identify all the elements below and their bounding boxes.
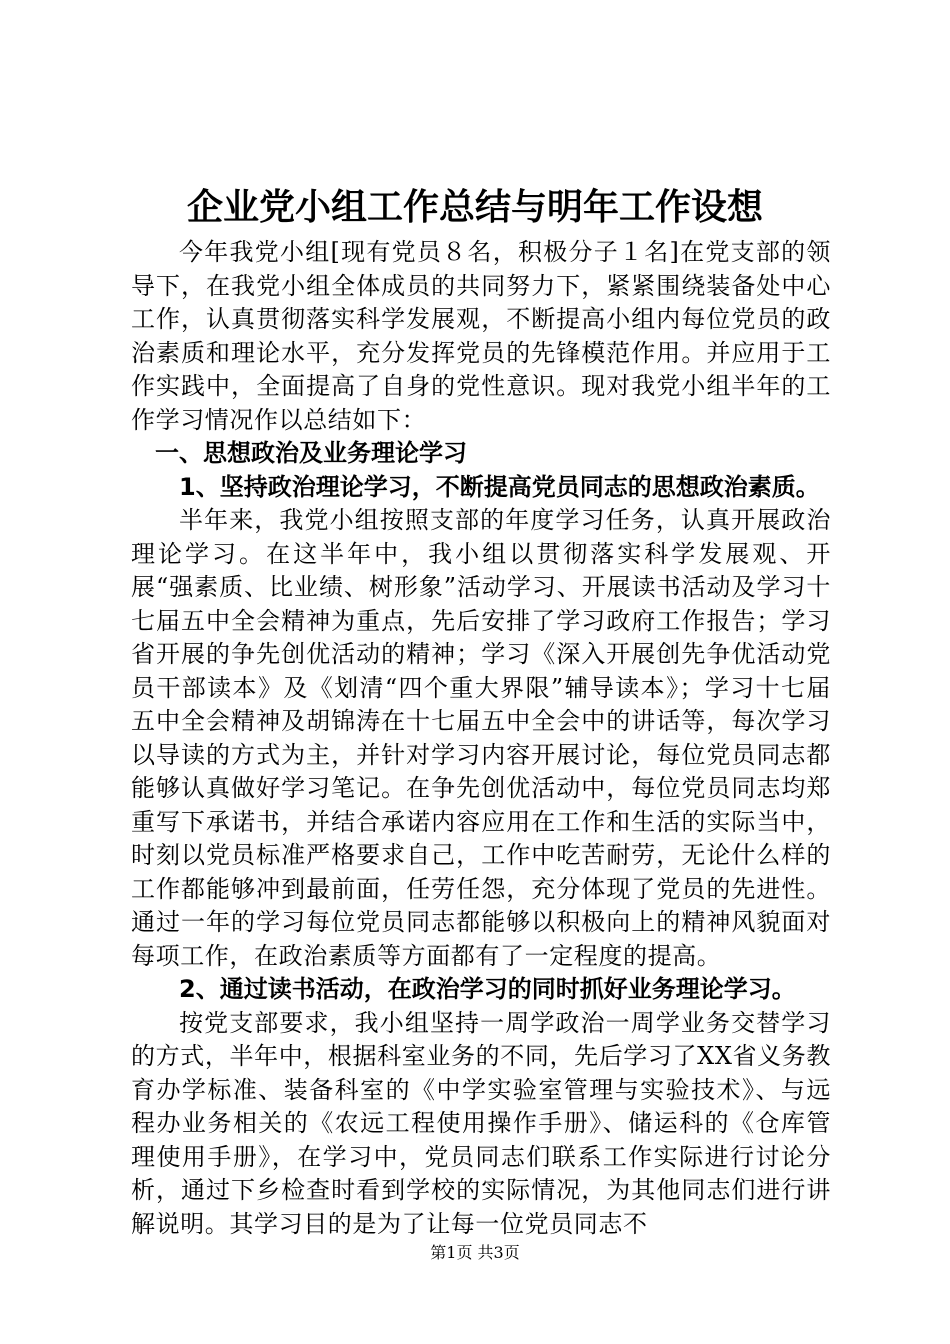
body-paragraph: 半年来，我党小组按照支部的年度学习任务，认真开展政治理论学习。在这半年中，我小组以贯彻落实科学发展观、开展“强素质、比业绩、树形象”活动学习、开展读书活动及学习十七届五中全会精神为重点，先后安排了学习政府工作报告；学习省开展的争先创优活动的精神；学习《深入开展创先争优活动党员干部读本》及《划清“四个重大界限”辅导读本》；学习十七届五中全会精神及胡锦涛在十七届五中全会中的讲话等，每次学习以导读的方式为主，并针对学习内容开展讨论，每位党员同志都能够认真做好学习笔记。在争先创优活动中，每位党员同志均郑重写下承诺书，并结合承诺内容应用在工作和生活的实际当中，时刻以党员标准严格要求自己，工作中吃苦耐劳，无论什么样的工作都能够冲到最前面，任劳任怨，充分体现了党员的先进性。通过一年的学习每位党员同志都能够以积极向上的精神风貌面对每项工作，在政治素质等方面都有了一定程度的提高。 [131,506,831,970]
intro-paragraph: 今年我党小组[现有党员８名，积极分子１名]在党支部的领导下，在我党小组全体成员的共同努力下，紧紧围绕装备处中心工作，认真贯彻落实科学发展观，不断提高小组内每位党员的政治素质和理论水平，充分发挥党员的先锋模范作用。并应用于工作实践中，全面提高了自身的党性意识。现对我党小组半年的工作学习情况作以总结如下： [131,238,831,434]
subsection-heading: 1、坚持政治理论学习，不断提高党员同志的思想政治素质。 [179,472,820,501]
page-footer: 第1页 共3页 [430,1243,520,1262]
section-heading: 一、思想政治及业务理论学习 [155,439,467,467]
subsection-heading: 2、通过读书活动，在政治学习的同时抓好业务理论学习。 [179,975,796,1003]
document-body [131,236,831,1241]
document-title: 企业党小组工作总结与明年工作设想 [186,186,763,228]
body-paragraph: 按党支部要求，我小组坚持一周学政治一周学业务交替学习的方式，半年中，根据科室业务的不同，先后学习了XX省义务教育办学标准、装备科室的《中学实验室管理与实验技术》、与远程办业务相关的《农远工程使用操作手册》、储运科的《仓库管理使用手册》，在学习中，党员同志们联系工作实际进行讨论分析，通过下乡检查时看到学校的实际情况，为其他同志们进行讲解说明。其学习目的是为了让每一位党员同志不 [131,1008,831,1238]
